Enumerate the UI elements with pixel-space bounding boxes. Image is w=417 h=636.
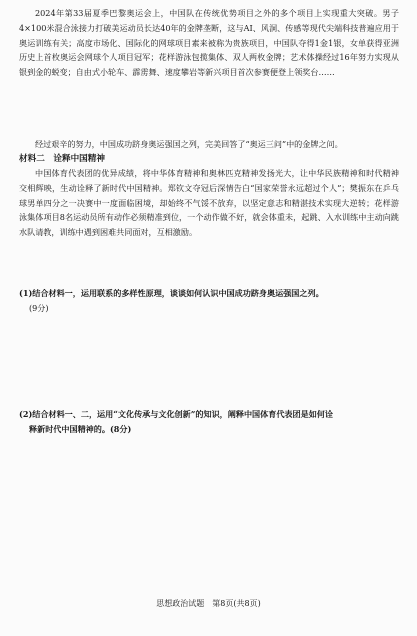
question-1-score: (9分): [29, 302, 49, 313]
question-2-text-line2: 释新时代中国精神的。(8分): [29, 423, 132, 434]
page-footer: 思想政治试题 第8页(共8页): [156, 599, 261, 608]
material1-conclusion: 经过艰辛的努力，中国成功跻身奥运强国之列，完美回答了“奥运三问”中的金牌之问。: [35, 139, 343, 149]
question-2: [19, 407, 399, 437]
question-1-text: (1)结合材料一，运用联系的多样性原理，谈谈如何认识中国成功跻身奥运强国之列。: [19, 288, 324, 298]
question-2-text-line1: (2)结合材料一、二，运用“文化传承与文化创新”的知识，阐释中国体育代表团是如何诠: [19, 409, 333, 419]
question-1: [19, 286, 399, 316]
material2-paragraph: 中国体育代表团的优异成绩，将中华体育精神和奥林匹克精神发扬光大，让中华民族精神和时代精神交相辉映，生动诠释了新时代中国精神。郑钦文夺冠后深情告白“国家荣誉永远超过个人”；樊振东在乒乓球男单四分之一决赛中一度面临困境，却始终不气馁不放弃，以坚定意志和精湛技术实现大逆转；花样游泳集体项目8名运动员所有动作必须精准到位，一个动作做不好，就会体重未，起跳、入水训练中主动向跳水队请教，训练中遇到困难共同面对，互相激励。: [19, 168, 399, 238]
material2-heading: 材料二 诠释中国精神: [19, 154, 105, 164]
material1-paragraph: 2024年第33届夏季巴黎奥运会上，中国队在传统优势项目之外的多个项目上实现重大突破。男子4×100米混合泳接力打破美运动员长达40年的金牌垄断，这与AI、风洞、传感等现代尖端科技普遍应用于奥运训练有关；高度市场化、国际化的网球项目素来被称为贵族项目，中国队夺得1金1银，女单获得亚洲历史上首枚奥运会网球个人项目冠军；花样游泳包揽集体、双人两枚金牌；艺术体操经过16年努力实现从银到金的蜕变；自由式小轮车、霹雳舞、速度攀岩等新兴项目首次参赛便登上领奖台……: [19, 8, 399, 78]
